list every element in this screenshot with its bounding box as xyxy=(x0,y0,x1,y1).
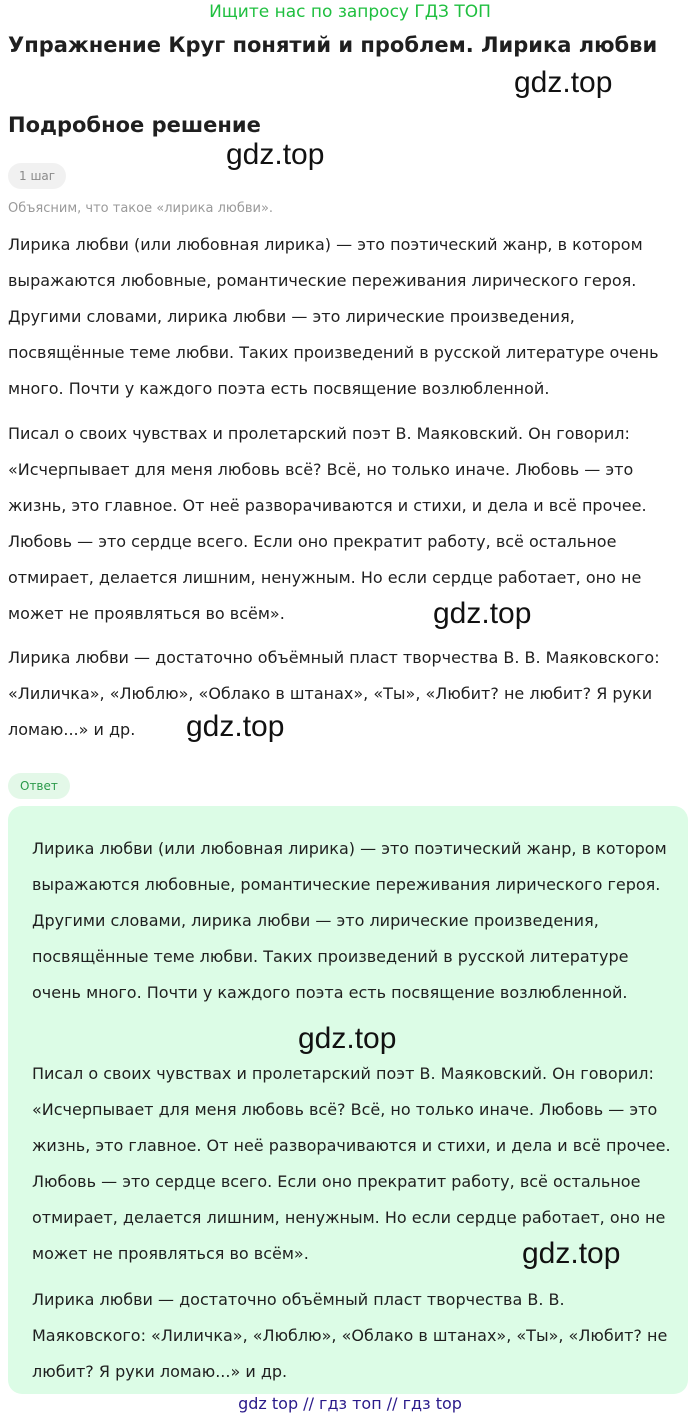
solution-paragraph: Лирика любви (или любовная лирика) — это поэтический жанр, в котором выражаются любовные, романтические переживания лирического героя. Другими словами, лирика любви — это лирические произведения, посвящённые теме любви. Таких произведений в русской литературе очень много. Почти у каждого поэта есть посвящение возлюбленной. xyxy=(8,235,659,398)
answer-paragraph: Писал о своих чувствах и пролетарский поэт В. Маяковский. Он говорил: «Исчерпывает для меня любовь всё? Всё, но только иначе. Любовь — это жизнь, это главное. От неё разворачиваются и стихи, и дела и всё прочее. Любовь — это сердце всего. Если оно прекратит работу, всё остальное отмирает, делается лишним, ненужным. Но если сердце работает, оно не может не проявляться во всём». xyxy=(32,1064,671,1263)
watermark: gdz.top xyxy=(514,66,613,99)
solution-paragraph: Писал о своих чувствах и пролетарский поэт В. Маяковский. Он говорил: «Исчерпывает для меня любовь всё? Всё, но только иначе. Любовь — это жизнь, это главное. От неё разворачиваются и стихи, и дела и всё прочее. Любовь — это сердце всего. Если оно прекратит работу, всё остальное отмирает, делается лишним, ненужным. Но если сердце работает, оно не может не проявляться во всём». xyxy=(8,424,647,623)
answer-paragraph: Лирика любви — достаточно объёмный пласт творчества В. В. Маяковского: «Лиличка», «Люблю», «Облако в штанах», «Ты», «Любит? не любит? Я руки ломаю...» и др. xyxy=(32,1290,668,1381)
step-intro: Объясним, что такое «лирика любви». xyxy=(8,201,274,216)
page-title: Упражнение Круг понятий и проблем. Лирика любви xyxy=(8,33,658,57)
footer: gdz top // гдз топ // гдз top xyxy=(238,1394,462,1413)
watermark: gdz.top xyxy=(522,1237,621,1270)
watermark: gdz.top xyxy=(298,1022,397,1055)
top-banner: Ищите нас по запросу ГДЗ ТОП xyxy=(209,2,491,22)
answer-paragraph: Лирика любви (или любовная лирика) — это поэтический жанр, в котором выражаются любовные, романтические переживания лирического героя. Другими словами, лирика любви — это лирические произведения, посвящённые теме любви. Таких произведений в русской литературе очень много. Почти у каждого поэта есть посвящение возлюбленной. xyxy=(32,839,667,1002)
answer-badge: Ответ xyxy=(8,773,70,799)
solution-paragraph: Лирика любви — достаточно объёмный пласт творчества В. В. Маяковского: «Лиличка», «Люблю», «Облако в штанах», «Ты», «Любит? не любит? Я руки ломаю...» и др. xyxy=(8,648,660,739)
section-title: Подробное решение xyxy=(8,113,261,137)
watermark: gdz.top xyxy=(433,597,532,630)
watermark: gdz.top xyxy=(186,710,285,743)
watermark: gdz.top xyxy=(226,138,325,171)
step-badge: 1 шаг xyxy=(8,163,66,189)
